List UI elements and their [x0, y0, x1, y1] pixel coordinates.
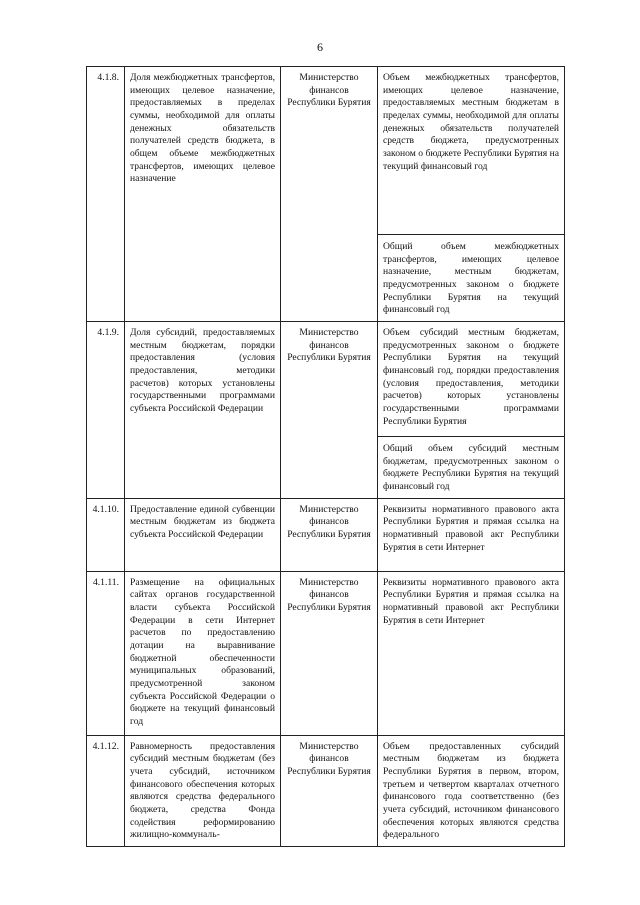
- responsible-ministry: Министерство финансов Республики Бурятия: [281, 322, 378, 499]
- row-number: 4.1.10.: [87, 498, 125, 571]
- data-source-1: Объем субсидий местным бюджетам, предусмотренных законом о бюджете Республики Бурятия на текущий финансовый год, порядки предоставления (условия предоставления, методики расчетов) которых установлены государственными программами Республики Бурятия: [378, 322, 564, 437]
- table-row: [87, 571, 565, 735]
- data-source-cell: [378, 322, 565, 499]
- table-row: [87, 498, 565, 571]
- indicator-description: Доля субсидий, предоставляемых местным бюджетам, порядки предоставления (условия предоставления, методики расчетов) которых установлены государственными программами субъекта Российской Федерации: [125, 322, 281, 499]
- indicator-description: Предоставление единой субвенции местным бюджетам из бюджета субъекта Российской Федерации: [125, 498, 281, 571]
- indicators-table: [86, 66, 565, 847]
- row-number: 4.1.11.: [87, 571, 125, 735]
- responsible-ministry: Министерство финансов Республики Бурятия: [281, 571, 378, 735]
- data-source-cell: [378, 67, 565, 322]
- data-source-1: Объем предоставленных субсидий местным бюджетам из бюджета Республики Бурятия в первом, втором, третьем и четвертом кварталах отчетного финансового года соответственно (без учета субсидий, источником финансового обеспечения которых являются средства федерального: [378, 735, 565, 846]
- data-source-1: Реквизиты нормативного правового акта Республики Бурятия и прямая ссылка на нормативный правовой акт Республики Бурятия в сети Интернет: [378, 498, 565, 571]
- indicator-description: Размещение на официальных сайтах органов государственной власти субъекта Российской Федерации в сети Интернет расчетов по предоставлению дотации на выравнивание бюджетной обеспеченности муниципальных образований, предусмотренной законом субъекта Российской Федерации о бюджете на текущий финансовый год: [125, 571, 281, 735]
- table-row: [87, 67, 565, 322]
- page-number: 6: [317, 40, 323, 54]
- data-source-1: Объем межбюджетных трансфертов, имеющих целевое назначение, предоставляемых местным бюджетам в пределах суммы, необходимой для оплаты денежных обязательств получателей средств бюджета, предусмотренных законом о бюджете Республики Бурятия на текущий финансовый год: [378, 67, 564, 235]
- table-row: [87, 735, 565, 846]
- data-source-1: Реквизиты нормативного правового акта Республики Бурятия и прямая ссылка на нормативный правовой акт Республики Бурятия в сети Интернет: [378, 571, 565, 735]
- table-row: [87, 322, 565, 499]
- row-number: 4.1.9.: [87, 322, 125, 499]
- indicator-description: Равномерность предоставления субсидий местным бюджетам (без учета субсидий, источником финансового обеспечения которых являются средства федерального бюджета, средства Фонда содействия реформированию жилищно-коммуналь-: [125, 735, 281, 846]
- row-number: 4.1.8.: [87, 67, 125, 322]
- row-number: 4.1.12.: [87, 735, 125, 846]
- indicator-description: Доля межбюджетных трансфертов, имеющих целевое назначение, предоставляемых в пределах суммы, необходимой для оплаты денежных обязательств получателей средств бюджета, в общем объеме межбюджетных трансфертов, имеющих целевое назначение: [125, 67, 281, 322]
- responsible-ministry: Министерство финансов Республики Бурятия: [281, 735, 378, 846]
- responsible-ministry: Министерство финансов Республики Бурятия: [281, 67, 378, 322]
- data-source-2: Общий объем субсидий местным бюджетам, предусмотренных законом о бюджете Республики Бурятия на текущий финансовый год: [383, 443, 559, 492]
- data-source-2: Общий объем межбюджетных трансфертов, имеющих целевое назначение, местным бюджетам, предусмотренных законом о бюджете Республики Бурятия на текущий финансовый год: [383, 241, 559, 316]
- responsible-ministry: Министерство финансов Республики Бурятия: [281, 498, 378, 571]
